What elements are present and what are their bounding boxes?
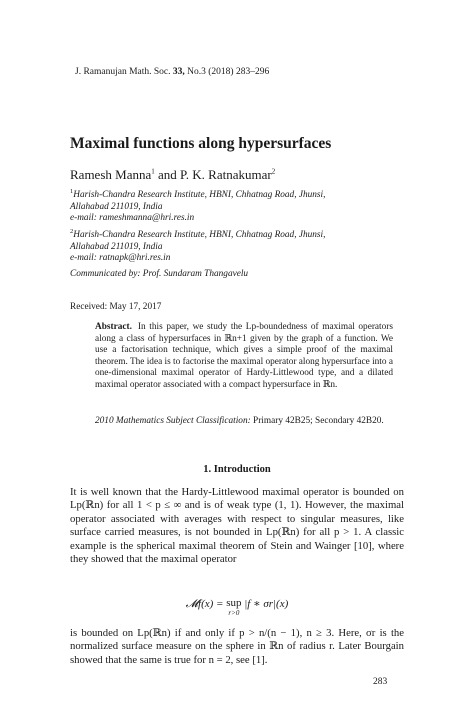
section-heading: 1. Introduction: [203, 464, 271, 475]
msc-text: Primary 42B25; Secondary 42B20.: [250, 416, 384, 426]
affiliation-1: [70, 186, 410, 225]
affil-2-line1: Harish-Chandra Research Institute, HBNI, Chhatnag Road, Jhunsi,: [73, 230, 326, 241]
journal-name: J. Ramanujan Math. Soc.: [75, 67, 171, 77]
communicated-by: Communicated by: Prof. Sundaram Thangavelu: [70, 269, 249, 279]
formula-sup: [226, 597, 241, 617]
author-1-marker: 1: [151, 167, 155, 176]
formula-left: 𝓜f(x) =: [185, 598, 227, 610]
affil-2-marker: 2: [70, 228, 74, 235]
paper-authors: [70, 167, 275, 183]
formula-sup-op: sup: [226, 597, 242, 609]
affil-1-email: e-mail: rameshmanna@hri.res.in: [70, 213, 195, 224]
abstract-text: In this paper, we study the Lp-boundedness of maximal operators along a class of hypersurfaces in ℝn+1 given by the graph of a function. We use a factorisation technique, which gives a simple proof of the maximal theorem. The idea is to factorise the maximal operator along hypersurface into a one-dimensional maximal operator of Hardy-Littlewood type, and a dilated maximal operator associated with a compact hypersurface in ℝn.: [95, 322, 393, 390]
journal-header: [75, 67, 269, 77]
msc-label: 2010 Mathematics Subject Classification:: [95, 416, 251, 426]
intro-paragraph-2: is bounded on Lp(ℝn) if and only if p > n/(n − 1), n ≥ 3. Here, σr is the normalized surface measure on the sphere in ℝn of radius r. Later Bourgain showed that the same is true for n = 2, see [1].: [70, 627, 404, 666]
journal-volume: 33,: [172, 67, 185, 77]
maximal-operator-formula: [0, 597, 474, 617]
journal-issue: No.3 (2018) 283–296: [187, 67, 270, 77]
msc-classification: [95, 416, 393, 428]
formula-right: |f ∗ σr|(x): [241, 598, 289, 610]
affil-1-marker: 1: [70, 188, 74, 195]
author-2-marker: 2: [271, 167, 276, 176]
affil-1-line1: Harish-Chandra Research Institute, HBNI, Chhatnag Road, Jhunsi,: [73, 190, 326, 201]
affiliation-2: [70, 226, 410, 265]
formula-sub: r>0: [228, 609, 240, 617]
abstract: [95, 322, 393, 392]
page-number: 283: [373, 677, 388, 687]
affil-2-email: e-mail: ratnapk@hri.res.in: [70, 253, 171, 264]
affil-2-line2: Allahabad 211019, India: [70, 241, 163, 252]
intro-paragraph-1: It is well known that the Hardy-Littlewood maximal operator is bounded on Lp(ℝn) for all 1 < p ≤ ∞ and is of weak type (1, 1). However, the maximal operator associated with averages with respect to singular measures, like surface carried measures, is not bounded in Lp(ℝn) for all p > 1. A classic example is the spherical maximal theorem of Stein and Wainger [10], where they showed that the maximal operator: [70, 486, 404, 566]
paper-title: Maximal functions along hypersurfaces: [70, 135, 332, 152]
received-date: Received: May 17, 2017: [70, 302, 162, 312]
author-1: Ramesh Manna: [70, 167, 152, 182]
affil-1-line2: Allahabad 211019, India: [70, 201, 163, 212]
author-2: and P. K. Ratnakumar: [154, 167, 272, 182]
abstract-label: Abstract.: [95, 322, 132, 332]
